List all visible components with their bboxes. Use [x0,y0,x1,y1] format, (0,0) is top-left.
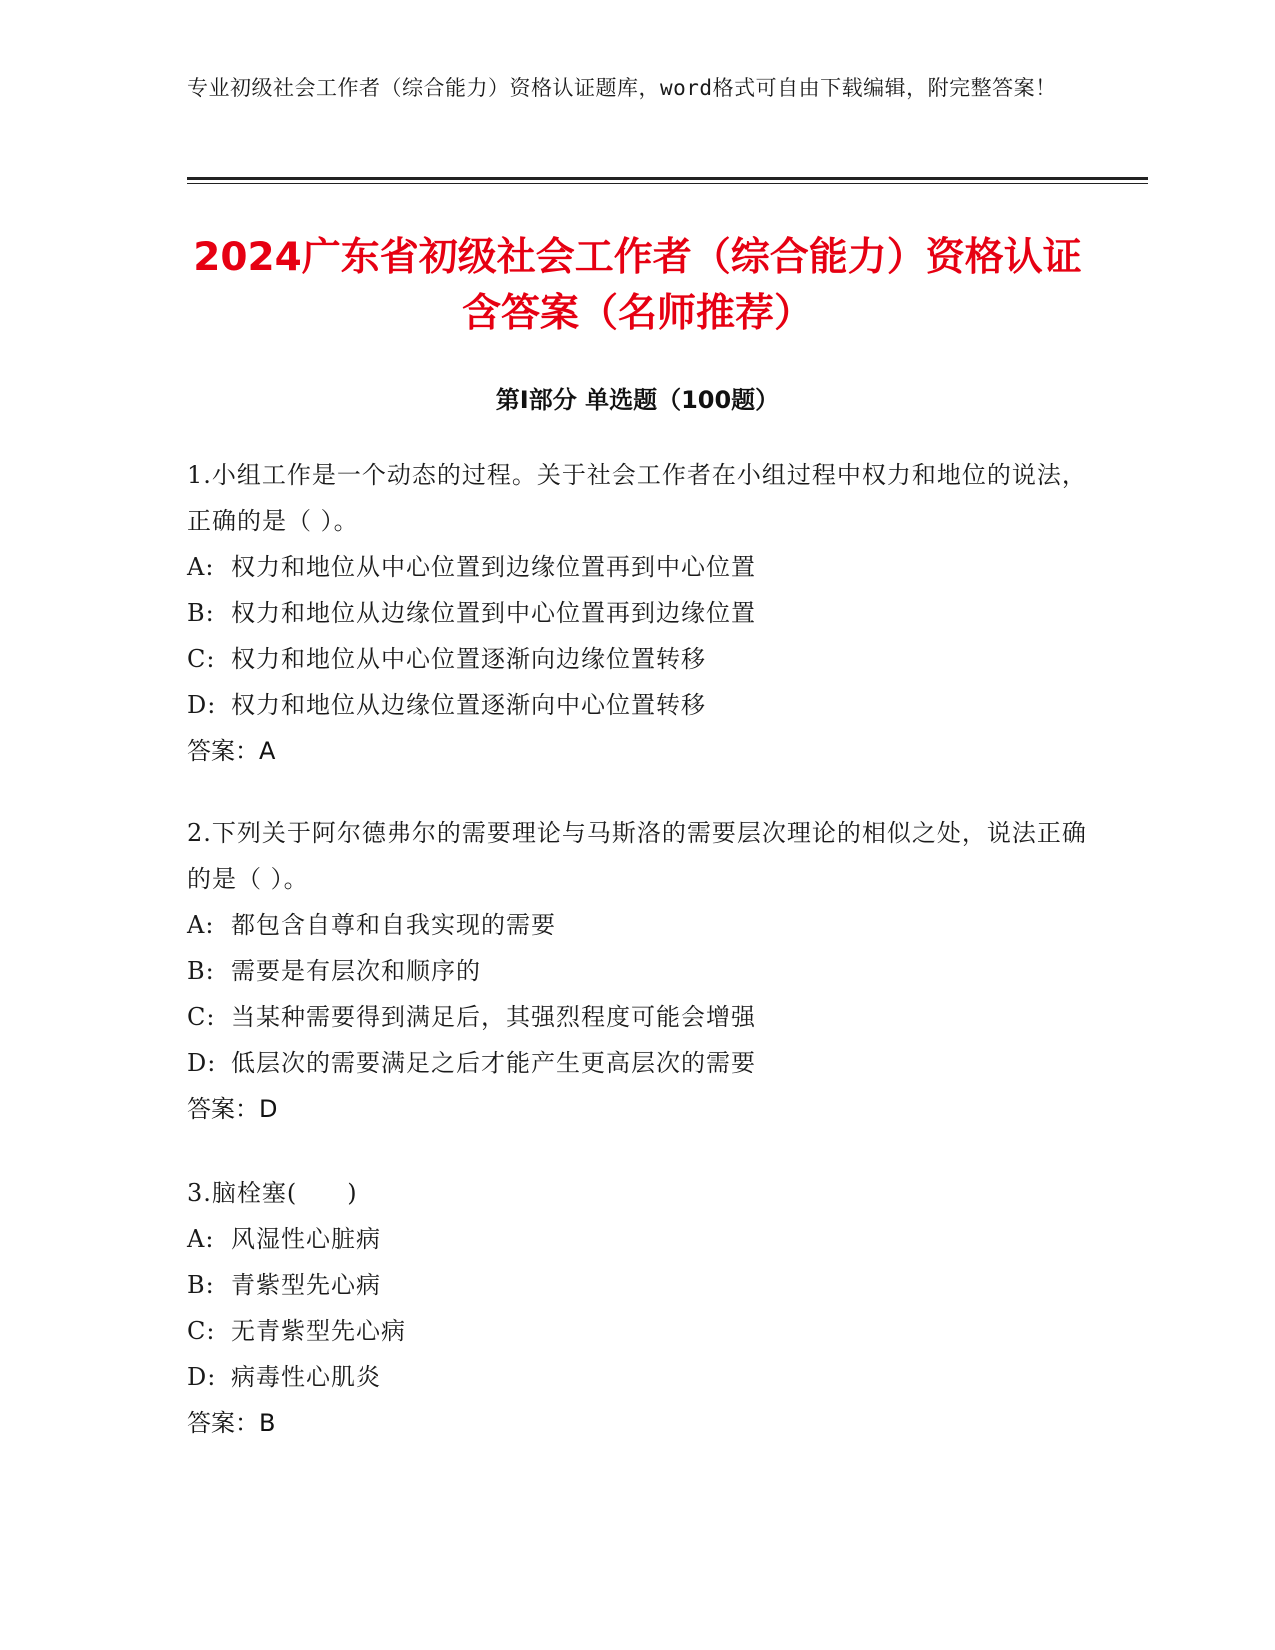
option-text: 青紫型先心病 [231,1271,381,1299]
question-3 [187,1170,1087,1446]
option-text: 当某种需要得到满足后，其强烈程度可能会增强 [231,1003,756,1031]
option-d [187,1354,1087,1400]
option-c [187,636,1087,682]
option-label: D: [187,691,217,719]
option-text: 需要是有层次和顺序的 [231,957,481,985]
option-text: 权力和地位从中心位置到边缘位置再到中心位置 [231,553,756,581]
option-label: A: [187,553,215,581]
option-text: 权力和地位从边缘位置到中心位置再到边缘位置 [231,599,756,627]
option-a [187,1216,1087,1262]
option-a [187,544,1087,590]
option-text: 权力和地位从中心位置逐渐向边缘位置转移 [231,645,706,673]
header-rule-thick [187,177,1148,180]
option-label: B: [187,1271,215,1299]
header-note: 专业初级社会工作者（综合能力）资格认证题库，word格式可自由下载编辑，附完整答案！ [187,76,1057,100]
option-label: C: [187,1003,216,1031]
question-text: 3.脑栓塞( ) [187,1179,358,1207]
header-rule-thin [187,183,1148,184]
option-a [187,902,1087,948]
option-text: 无青紫型先心病 [231,1317,406,1345]
option-b [187,1262,1087,1308]
option-label: A: [187,1225,215,1253]
option-b [187,590,1087,636]
answer-line: 答案：D [187,1095,278,1123]
option-text: 风湿性心脏病 [231,1225,381,1253]
option-label: D: [187,1049,217,1077]
answer-line: 答案：B [187,1409,276,1437]
section-title: 第I部分 单选题（100题） [495,386,780,414]
option-d [187,1040,1087,1086]
option-c [187,1308,1087,1354]
option-label: B: [187,599,215,627]
option-label: A: [187,911,215,939]
question-2 [187,810,1087,1132]
option-d [187,682,1087,728]
option-text: 权力和地位从边缘位置逐渐向中心位置转移 [231,691,706,719]
document-title: 2024广东省初级社会工作者（综合能力）资格认证含答案（名师推荐） [193,235,1082,336]
option-label: C: [187,645,216,673]
question-text: 1.小组工作是一个动态的过程。关于社会工作者在小组过程中权力和地位的说法，正确的是（ ）。 [187,461,1087,535]
option-label: C: [187,1317,216,1345]
question-text: 2.下列关于阿尔德弗尔的需要理论与马斯洛的需要层次理论的相似之处，说法正确的是（ ）。 [187,819,1087,893]
option-text: 都包含自尊和自我实现的需要 [231,911,556,939]
option-b [187,948,1087,994]
option-label: D: [187,1363,217,1391]
option-text: 低层次的需要满足之后才能产生更高层次的需要 [231,1049,756,1077]
option-label: B: [187,957,215,985]
option-text: 病毒性心肌炎 [231,1363,381,1391]
question-1 [187,452,1087,774]
option-c [187,994,1087,1040]
answer-line: 答案：A [187,737,276,765]
